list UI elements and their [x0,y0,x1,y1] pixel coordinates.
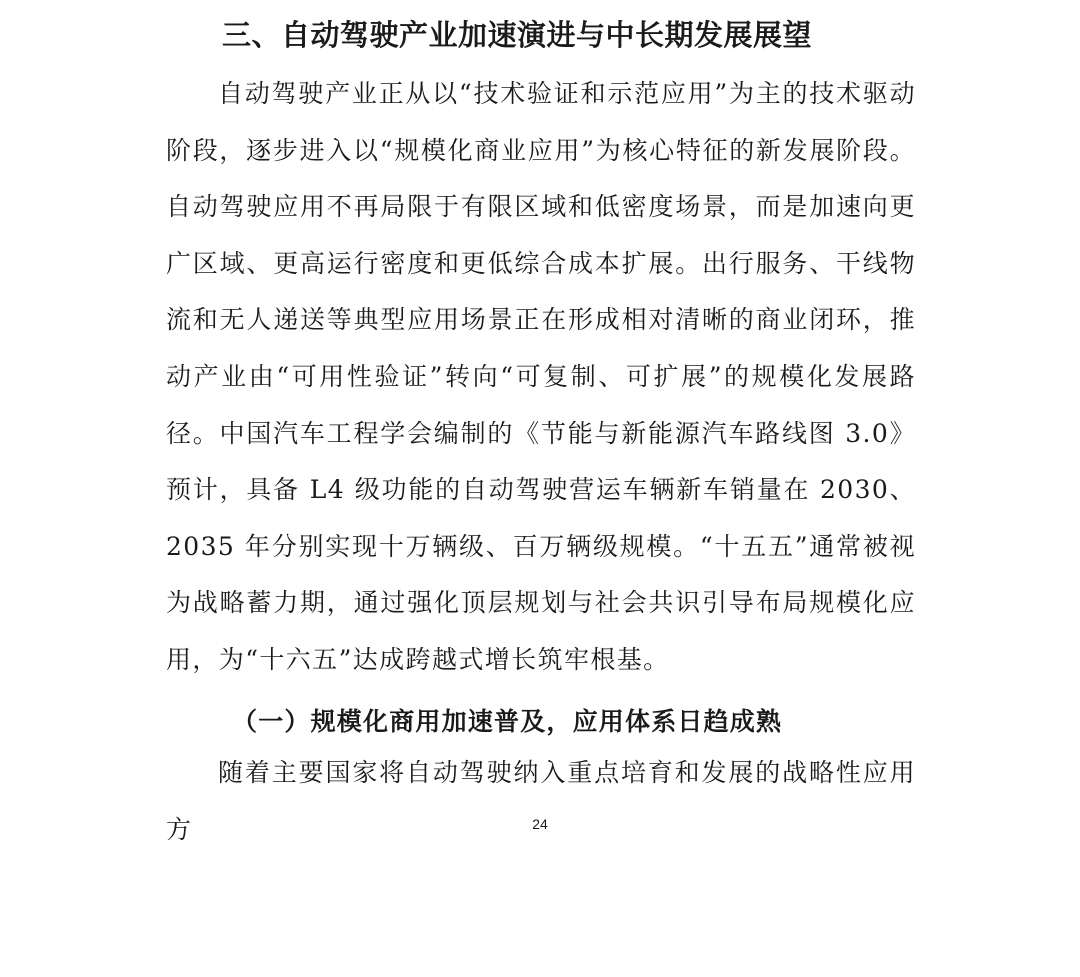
page-number: 24 [532,816,548,832]
section-heading: 三、自动驾驶产业加速演进与中长期发展展望 [222,18,813,52]
subsection-paragraph: 随着主要国家将自动驾驶纳入重点培育和发展的战略性应用方 [166,758,916,844]
section-paragraph: 自动驾驶产业正从以“技术验证和示范应用”为主的技术驱动阶段，逐步进入以“规模化商业应用”为核心特征的新发展阶段。自动驾驶应用不再局限于有限区域和低密度场景，而是加速向更广区域、更高运行密度和更低综合成本扩展。出行服务、干线物流和无人递送等典型应用场景正在形成相对清晰的商业闭环，推动产业由“可用性验证”转向“可复制、可扩展”的规模化发展路径。中国汽车工程学会编制的《节能与新能源汽车路线图 3.0》预计，具备 L4 级功能的自动驾驶营运车辆新车销量在 2030、2035 年分别实现十万辆级、百万辆级规模。“十五五”通常被视为战略蓄力期，通过强化顶层规划与社会共识引导布局规模化应用，为“十六五”达成跨越式增长筑牢根基。 [166,79,916,674]
subsection-heading: （一）规模化商用加速普及，应用体系日趋成熟 [232,707,783,736]
